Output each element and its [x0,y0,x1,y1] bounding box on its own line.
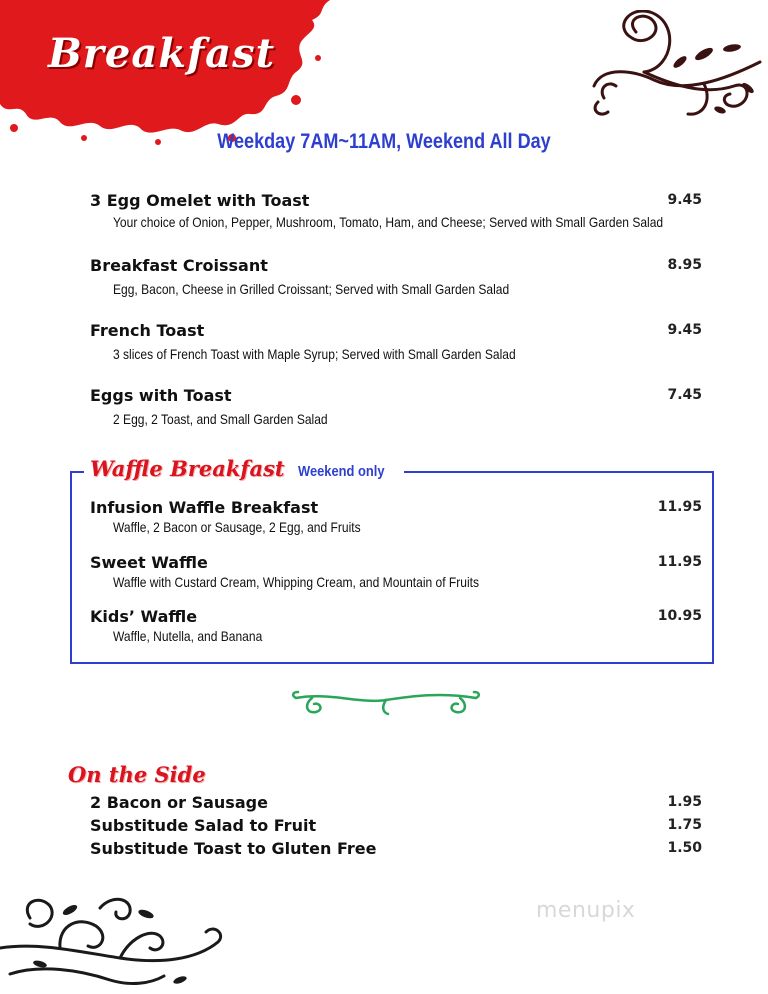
item-price: 11.95 [657,554,702,570]
item-name: 3 Egg Omelet with Toast [90,191,310,210]
menu-item-eggs-toast [90,386,702,427]
green-vine-divider-icon [290,688,482,718]
item-description: Egg, Bacon, Cheese in Grilled Croissant; Served with Small Garden Salad [113,281,510,297]
menu-item-sweet-waffle [90,553,702,590]
swirl-ornament-top-right-icon [584,10,764,125]
side-item-gluten-free [90,839,702,858]
item-name: Eggs with Toast [90,386,232,405]
item-name: Breakfast Croissant [90,256,268,275]
item-price: 8.95 [667,257,702,273]
side-section-header [68,762,206,787]
watermark-text: menupix [536,898,636,923]
menu-item-kids-waffle [90,607,702,644]
menu-title: Breakfast [48,30,276,77]
service-hours: Weekday 7AM~11AM, Weekend All Day [217,130,551,153]
side-item-fruit [90,816,702,835]
item-price: 9.45 [667,322,702,338]
item-description: Waffle, 2 Bacon or Sausage, 2 Egg, and Fruits [113,519,361,535]
item-price: 9.45 [667,192,702,208]
item-description: 3 slices of French Toast with Maple Syrup; Served with Small Garden Salad [113,346,516,362]
menu-item-croissant [90,256,702,297]
waffle-section-note: Weekend only [297,463,385,480]
waffle-section-title: Waffle Breakfast [90,456,285,481]
item-description: Waffle, Nutella, and Banana [113,628,263,644]
item-description: Your choice of Onion, Pepper, Mushroom, Tomato, Ham, and Cheese; Served with Small Garden Salad [113,214,664,230]
side-section-title: On the Side [68,762,206,787]
item-name: French Toast [90,321,205,340]
item-price: 11.95 [657,499,702,515]
side-item-bacon [90,793,702,812]
item-name: Substitude Toast to Gluten Free [90,839,377,858]
item-price: 7.45 [667,387,702,403]
item-description: Waffle with Custard Cream, Whipping Cream, and Mountain of Fruits [113,574,480,590]
item-name: Kids’ Waffle [90,607,198,626]
item-price: 1.75 [667,817,702,833]
item-price: 10.95 [657,608,702,624]
menu-item-french-toast [90,321,702,362]
menu-item-omelet [90,191,702,230]
item-name: Substitude Salad to Fruit [90,816,317,835]
item-name: 2 Bacon or Sausage [90,793,268,812]
item-name: Infusion Waffle Breakfast [90,498,319,517]
item-name: Sweet Waffle [90,553,208,572]
swirl-ornament-bottom-left-icon [0,888,225,992]
item-price: 1.50 [667,840,702,856]
waffle-section-header [84,456,404,481]
item-price: 1.95 [667,794,702,810]
item-description: 2 Egg, 2 Toast, and Small Garden Salad [113,411,328,427]
menu-item-infusion-waffle [90,498,702,535]
